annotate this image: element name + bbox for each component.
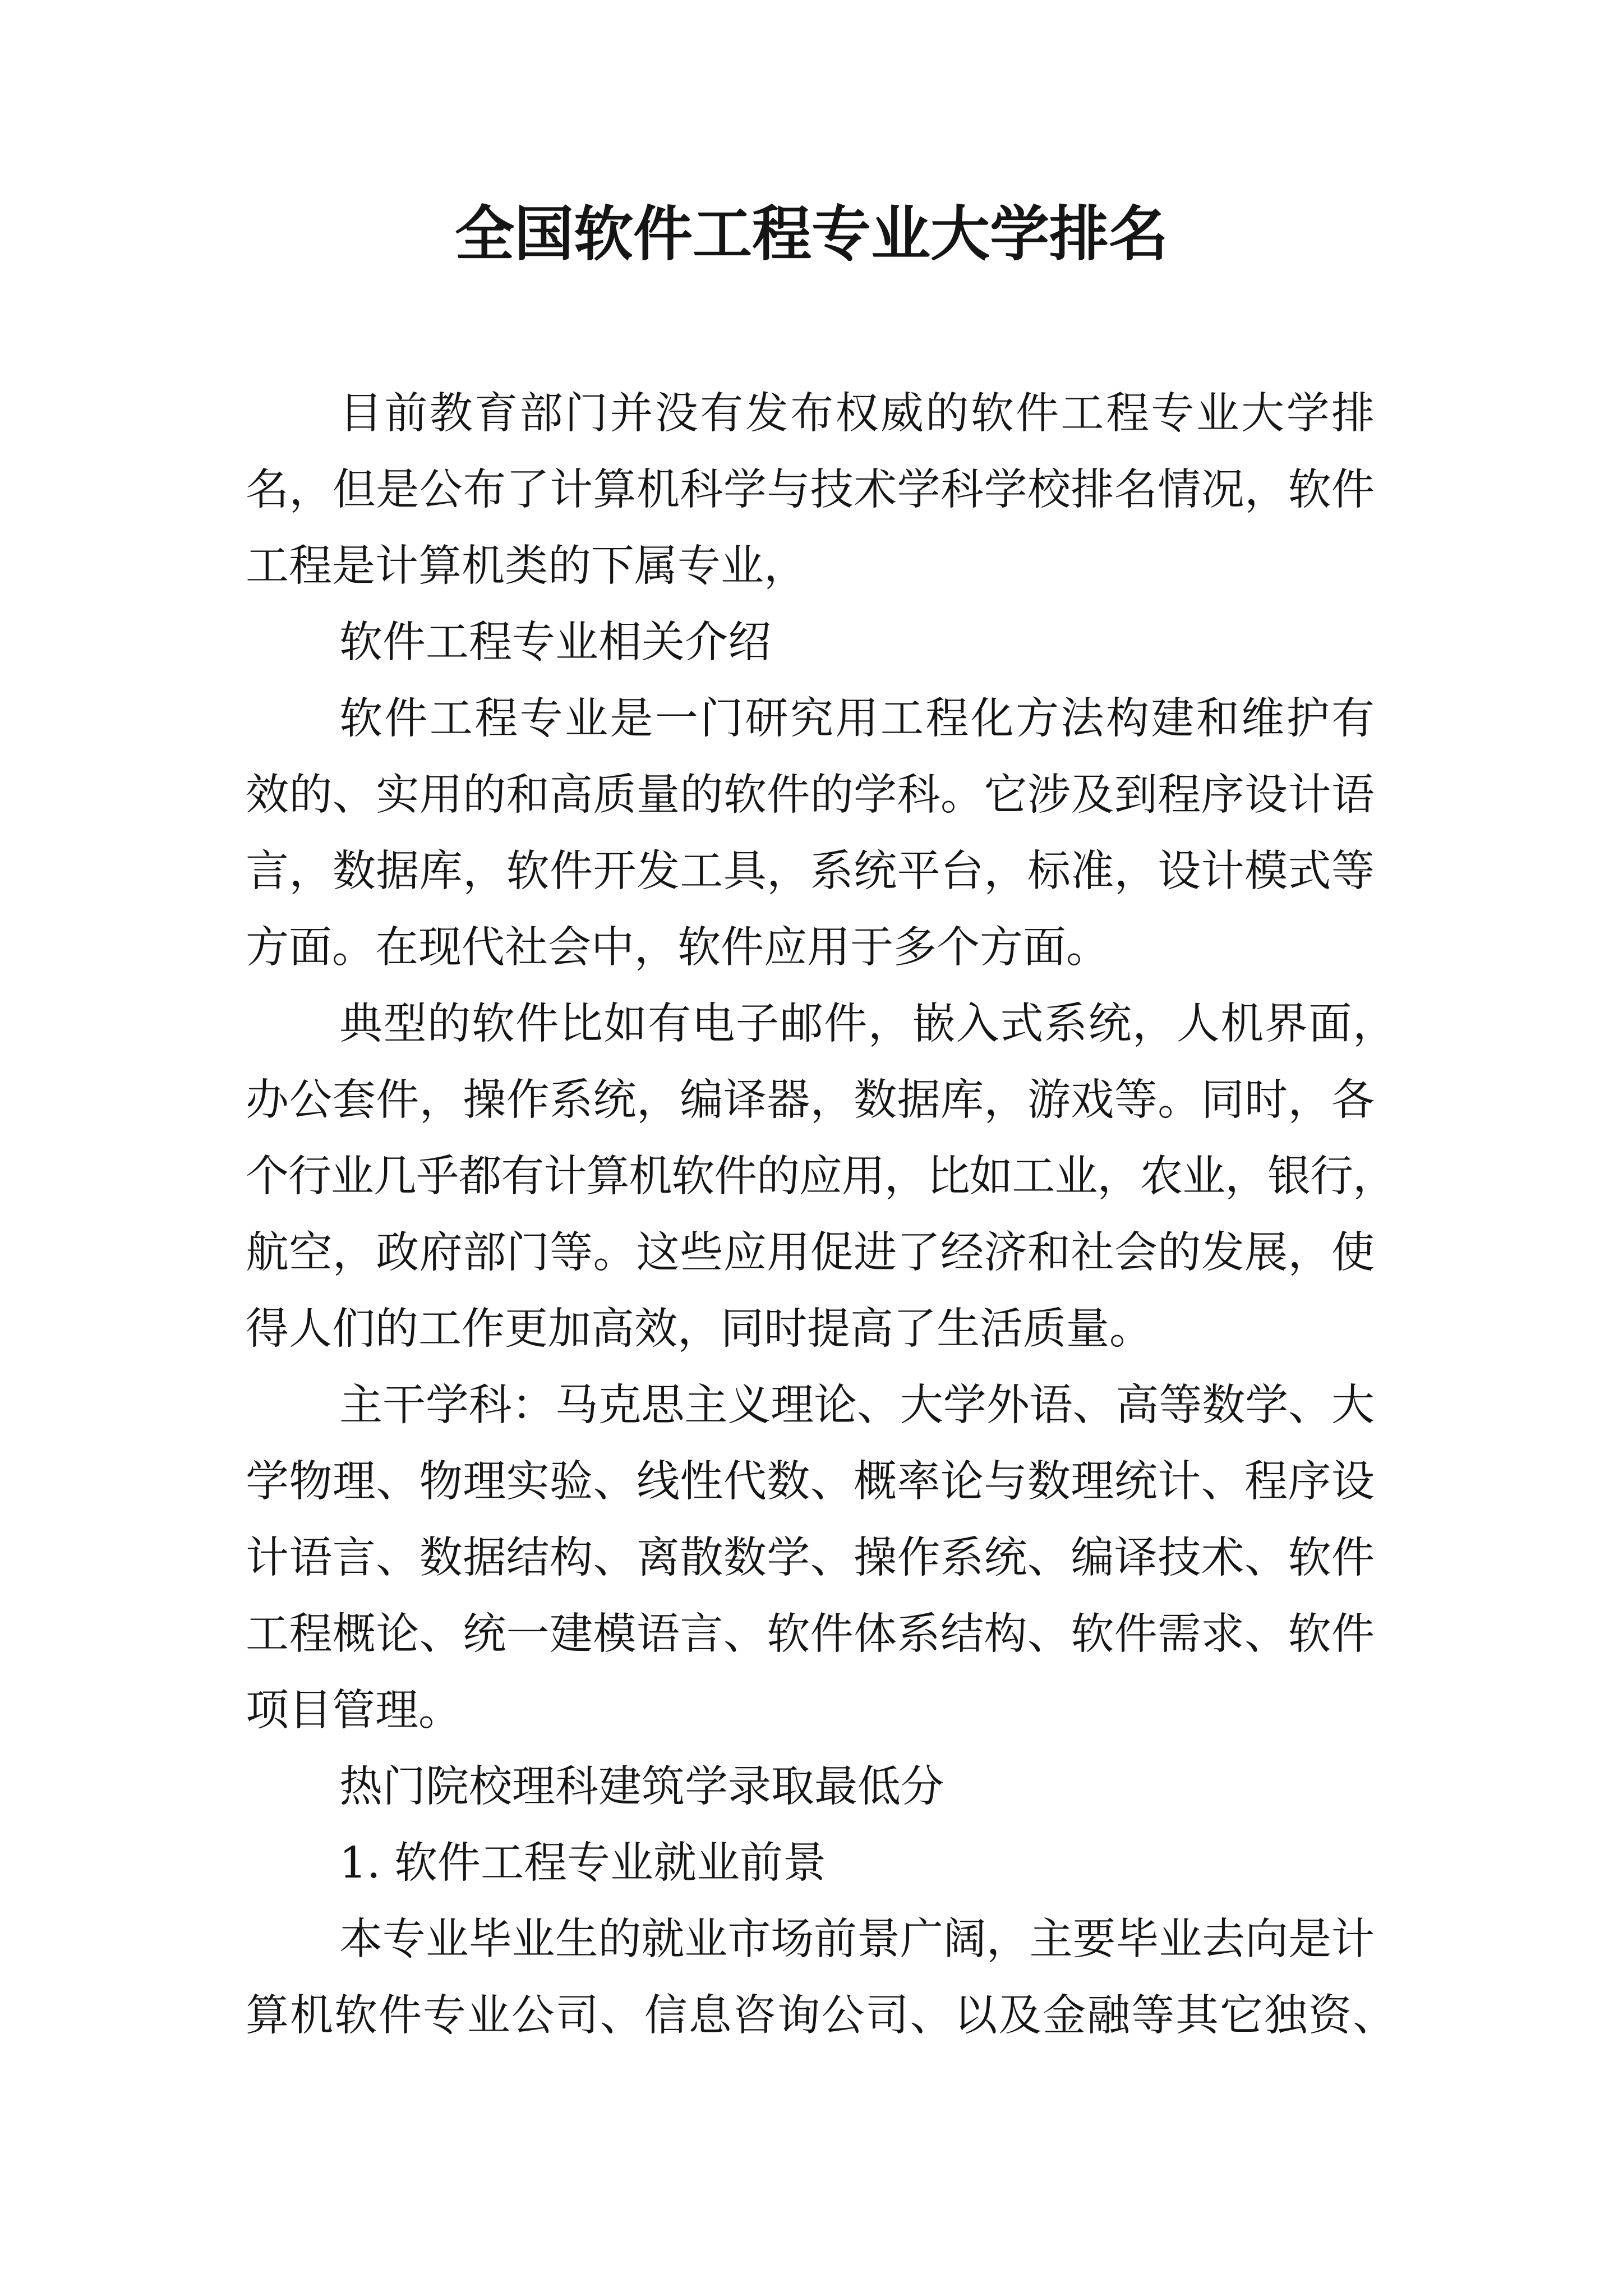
paragraph [246,1368,1375,1749]
paragraph [246,986,1397,1368]
paragraph-line: 主干学科：马克思主义理论、大学外语、高等数学、大 [339,1381,1375,1430]
document-title: 全国软件工程专业大学排名 [455,199,1168,269]
paragraph-line: 典型的软件比如有电子邮件，嵌入式系统，人机界面， [339,999,1397,1049]
paragraph-line: 软件工程专业是一门研究用工程化方法构建和维护有 [339,694,1377,744]
paragraph [246,1825,1375,1902]
paragraph [246,1902,1397,2054]
paragraph-line: 名，但是公布了计算机科学与技术学科学校排名情况，软件 [246,465,1375,515]
paragraph-line: 方面。在现代社会中，软件应用于多个方面。 [246,923,1109,973]
paragraph-line: 工程概论、统一建模语言、软件体系结构、软件需求、软件 [246,1609,1375,1659]
paragraph-line: 热门院校理科建筑学录取最低分 [339,1762,944,1812]
paragraph-line: 本专业毕业生的就业市场前景广阔，主要毕业去向是计 [339,1915,1375,1964]
paragraph-line: 目前教育部门并没有发布权威的软件工程专业大学排 [339,389,1377,439]
paragraph-line: 项目管理。 [246,1686,462,1736]
paragraph-line: 个行业几乎都有计算机软件的应用，比如工业，农业，银行， [246,1152,1395,1202]
paragraph [246,681,1375,986]
paragraph-line: 航空，政府部门等。这些应用促进了经济和社会的发展，使 [246,1228,1375,1278]
paragraph-line: 软件工程专业相关介绍 [339,618,771,668]
paragraph [246,605,1375,681]
paragraph-line: 言，数据库，软件开发工具，系统平台，标准，设计模式等 [246,846,1375,896]
paragraph-line: 算机软件专业公司、信息咨询公司、以及金融等其它独资、 [246,1991,1397,2041]
paragraph-line: 效的、实用的和高质量的软件的学科。它涉及到程序设计语 [246,770,1375,820]
section-heading: 1. 软件工程专业就业前景 [339,1838,826,1888]
paragraph-line: 计语言、数据结构、离散数学、操作系统、编译技术、软件 [246,1533,1375,1583]
paragraph-line: 学物理、物理实验、线性代数、概率论与数理统计、程序设 [246,1457,1375,1507]
paragraph-line: 得人们的工作更加高效，同时提高了生活质量。 [246,1304,1152,1354]
paragraph [246,376,1375,605]
paragraph-line: 办公套件，操作系统，编译器，数据库，游戏等。同时，各 [246,1075,1375,1125]
document-body [246,376,1397,2054]
paragraph-line: 工程是计算机类的下属专业， [246,541,807,591]
paragraph [246,1749,1375,1825]
